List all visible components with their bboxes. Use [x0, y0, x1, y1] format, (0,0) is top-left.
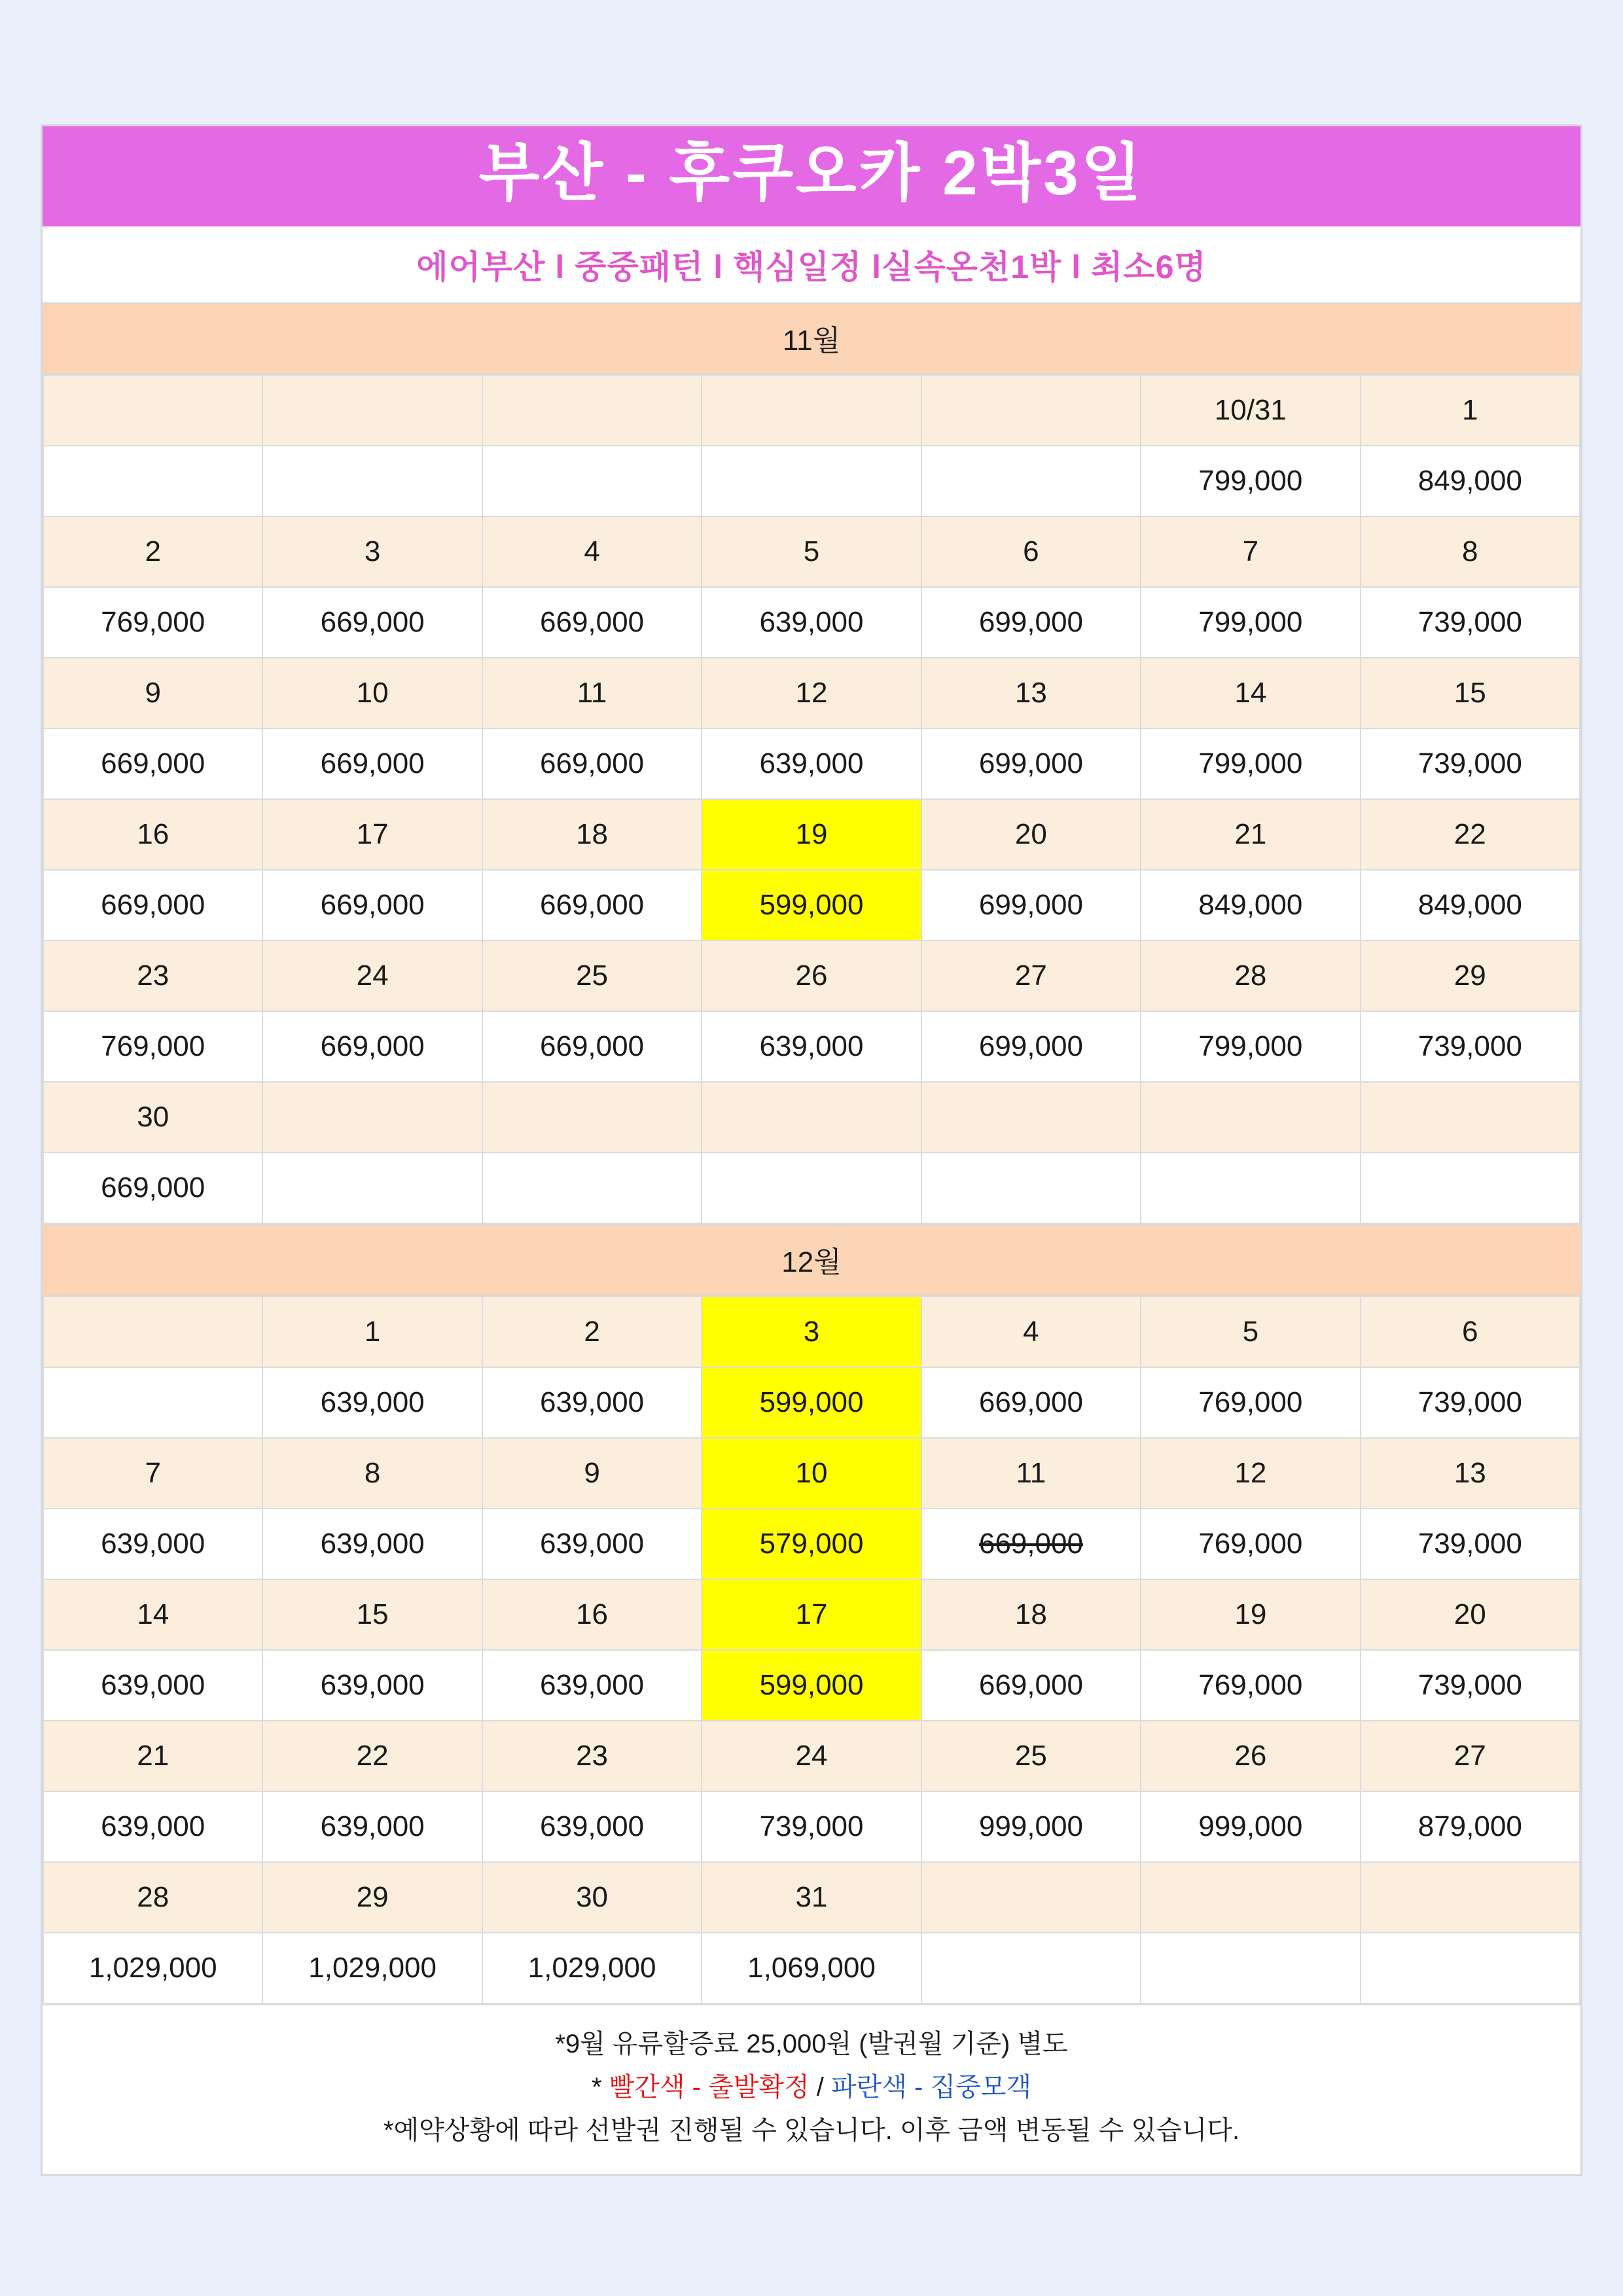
calendar-day-cell: 5: [702, 516, 921, 587]
calendar-day-cell: 3: [702, 1297, 921, 1367]
calendar-day-cell: 20: [1361, 1579, 1580, 1650]
calendar-day-cell: 17: [702, 1579, 921, 1650]
calendar-price-cell: 739,000: [702, 1791, 921, 1862]
calendar-price-cell: 669,000: [921, 1367, 1141, 1438]
calendar-price-cell: 669,000: [43, 728, 262, 799]
calendar-price-cell: 879,000: [1361, 1791, 1580, 1862]
calendar-price-cell: 579,000: [702, 1509, 921, 1579]
december-table: [43, 1296, 1580, 2004]
calendar-day-cell: 26: [702, 941, 921, 1011]
calendar-day-cell: [1361, 1862, 1580, 1933]
calendar-price-cell: 699,000: [921, 587, 1141, 658]
calendar-day-row: [43, 1297, 1580, 1367]
calendar-day-cell: 10/31: [1141, 375, 1360, 446]
calendar-december: [43, 1224, 1580, 2004]
note-2-red: 빨간색 - 출발확정: [609, 2072, 810, 2102]
calendar-price-cell: 799,000: [1141, 446, 1360, 516]
calendar-day-cell: [921, 1082, 1141, 1153]
note-line-1: *9월 유류할증료 25,000원 (발권월 기준) 별도: [555, 2029, 1068, 2058]
calendar-price-row: [43, 870, 1580, 941]
calendar-day-cell: 28: [1141, 941, 1360, 1011]
subtitle: 에어부산 l 중중패턴 l 핵심일정 l실속온천1박 l 최소6명: [43, 226, 1580, 302]
page-title: 부산 - 후쿠오카 2박3일: [43, 126, 1580, 226]
calendar-price-cell: [702, 446, 921, 516]
calendar-price-cell: 849,000: [1141, 870, 1360, 941]
calendar-price-cell: 669,000: [921, 1650, 1141, 1721]
calendar-price-cell: 669,000: [262, 728, 482, 799]
calendar-day-cell: 21: [1141, 799, 1360, 870]
calendar-price-cell: 639,000: [702, 728, 921, 799]
calendar-price-cell: 669,000: [262, 1011, 482, 1082]
calendar-price-cell: [921, 1933, 1141, 2003]
calendar-price-cell: 769,000: [1141, 1367, 1360, 1438]
note-line-2: [43, 2066, 1580, 2109]
calendar-price-cell: [262, 446, 482, 516]
calendar-price-cell: 739,000: [1361, 1367, 1580, 1438]
calendar-price-cell: 639,000: [702, 1011, 921, 1082]
calendar-price-row: [43, 1509, 1580, 1579]
calendar-day-cell: 2: [482, 1297, 702, 1367]
calendar-day-cell: 8: [262, 1438, 482, 1509]
calendar-day-cell: 22: [1361, 799, 1580, 870]
calendar-day-cell: 1: [262, 1297, 482, 1367]
calendar-day-cell: 14: [1141, 658, 1360, 728]
calendar-price-cell: 739,000: [1361, 1650, 1580, 1721]
calendar-day-cell: [1361, 1082, 1580, 1153]
calendar-day-cell: 15: [262, 1579, 482, 1650]
calendar-day-cell: [921, 1862, 1141, 1933]
calendar-day-cell: 6: [921, 516, 1141, 587]
calendar-day-cell: 21: [43, 1721, 262, 1791]
note-2-blue: 파란색 - 집중모객: [831, 2072, 1032, 2102]
calendar-price-cell: 739,000: [1361, 1509, 1580, 1579]
calendar-price-cell: 639,000: [482, 1650, 702, 1721]
calendar-price-cell: 1,029,000: [262, 1933, 482, 2003]
calendar-day-cell: 19: [1141, 1579, 1360, 1650]
calendar-day-row: [43, 1721, 1580, 1791]
calendar-price-row: [43, 1650, 1580, 1721]
calendar-day-cell: 28: [43, 1862, 262, 1933]
note-2-prefix: *: [591, 2072, 609, 2102]
calendar-day-cell: 6: [1361, 1297, 1580, 1367]
calendar-day-cell: 29: [1361, 941, 1580, 1011]
calendar-day-cell: [702, 375, 921, 446]
calendar-price-cell: [921, 1153, 1141, 1223]
calendar-price-cell: 669,000: [482, 728, 702, 799]
calendar-day-cell: [482, 375, 702, 446]
calendar-day-cell: 23: [43, 941, 262, 1011]
calendar-price-cell: 669,000: [482, 870, 702, 941]
calendar-price-cell: [482, 1153, 702, 1223]
calendar-price-row: [43, 1367, 1580, 1438]
calendar-price-cell: 1,029,000: [482, 1933, 702, 2003]
calendar-price-cell: 769,000: [43, 1011, 262, 1082]
calendar-price-row: [43, 587, 1580, 658]
calendar-day-cell: 30: [43, 1082, 262, 1153]
calendar-price-cell: [262, 1153, 482, 1223]
calendar-day-row: [43, 516, 1580, 587]
calendar-price-cell: 849,000: [1361, 870, 1580, 941]
month-label-november: 11월: [43, 302, 1580, 374]
calendar-day-row: [43, 375, 1580, 446]
calendar-november: [43, 302, 1580, 1224]
calendar-day-cell: 11: [921, 1438, 1141, 1509]
calendar-price-cell: [1361, 1153, 1580, 1223]
calendar-day-cell: [43, 375, 262, 446]
calendar-price-cell: 739,000: [1361, 587, 1580, 658]
calendar-price-row: [43, 446, 1580, 516]
calendar-price-cell: [43, 446, 262, 516]
calendar-price-row: [43, 1933, 1580, 2003]
calendar-price-row: [43, 1791, 1580, 1862]
calendar-day-cell: 25: [482, 941, 702, 1011]
calendar-day-cell: 1: [1361, 375, 1580, 446]
calendar-price-cell: 669,000: [262, 587, 482, 658]
calendar-price-row: [43, 728, 1580, 799]
month-label-december: 12월: [43, 1224, 1580, 1296]
calendar-day-cell: 23: [482, 1721, 702, 1791]
calendar-day-cell: 5: [1141, 1297, 1360, 1367]
calendar-day-cell: 15: [1361, 658, 1580, 728]
calendar-day-row: [43, 1438, 1580, 1509]
calendar-day-cell: 30: [482, 1862, 702, 1933]
calendar-day-cell: 8: [1361, 516, 1580, 587]
calendar-day-cell: [1141, 1862, 1360, 1933]
calendar-day-cell: 12: [1141, 1438, 1360, 1509]
calendar-day-row: [43, 799, 1580, 870]
notes-section: [43, 2004, 1580, 2174]
calendar-price-cell: [43, 1367, 262, 1438]
calendar-price-cell: [1141, 1153, 1360, 1223]
calendar-day-cell: 9: [482, 1438, 702, 1509]
calendar-price-cell: 739,000: [1361, 1011, 1580, 1082]
calendar-day-cell: [482, 1082, 702, 1153]
note-line-3: *예약상황에 따라 선발권 진행될 수 있습니다. 이후 금액 변동될 수 있습니다.: [383, 2115, 1240, 2145]
calendar-price-cell: [1141, 1933, 1360, 2003]
calendar-price-cell: 639,000: [262, 1791, 482, 1862]
calendar-price-cell: 639,000: [43, 1509, 262, 1579]
calendar-day-cell: 12: [702, 658, 921, 728]
calendar-day-cell: 26: [1141, 1721, 1360, 1791]
calendar-price-cell: 769,000: [43, 587, 262, 658]
calendar-day-cell: [43, 1297, 262, 1367]
calendar-day-cell: 27: [921, 941, 1141, 1011]
calendar-day-cell: 10: [702, 1438, 921, 1509]
calendar-day-cell: 7: [1141, 516, 1360, 587]
calendar-day-cell: 4: [482, 516, 702, 587]
calendar-day-cell: [702, 1082, 921, 1153]
calendar-price-cell: 669,000: [482, 1011, 702, 1082]
calendar-day-cell: 24: [702, 1721, 921, 1791]
calendar-day-cell: 20: [921, 799, 1141, 870]
calendar-price-cell: 599,000: [702, 1367, 921, 1438]
calendar-price-cell: 699,000: [921, 870, 1141, 941]
calendar-day-cell: 11: [482, 658, 702, 728]
calendar-day-row: [43, 1862, 1580, 1933]
flyer-sheet: [41, 124, 1582, 2176]
calendar-day-cell: 14: [43, 1579, 262, 1650]
calendar-day-cell: 17: [262, 799, 482, 870]
calendar-price-cell: 639,000: [702, 587, 921, 658]
calendar-day-cell: 2: [43, 516, 262, 587]
calendar-price-cell: 639,000: [482, 1509, 702, 1579]
calendar-price-cell: 769,000: [1141, 1650, 1360, 1721]
calendar-price-cell: 639,000: [482, 1367, 702, 1438]
calendar-price-cell: 849,000: [1361, 446, 1580, 516]
calendar-day-cell: 27: [1361, 1721, 1580, 1791]
calendar-price-cell: 999,000: [921, 1791, 1141, 1862]
calendar-day-cell: 22: [262, 1721, 482, 1791]
calendar-day-cell: 18: [482, 799, 702, 870]
note-2-mid: /: [809, 2072, 832, 2102]
calendar-day-cell: 31: [702, 1862, 921, 1933]
calendar-day-row: [43, 941, 1580, 1011]
calendar-price-cell: 739,000: [1361, 728, 1580, 799]
calendar-price-cell: [1361, 1933, 1580, 2003]
calendar-day-row: [43, 1579, 1580, 1650]
calendar-day-cell: 13: [1361, 1438, 1580, 1509]
calendar-price-cell: 639,000: [43, 1791, 262, 1862]
calendar-price-cell: 799,000: [1141, 728, 1360, 799]
calendar-price-cell: 699,000: [921, 728, 1141, 799]
november-table: [43, 374, 1580, 1224]
calendar-day-cell: 16: [43, 799, 262, 870]
calendar-price-cell: [702, 1153, 921, 1223]
calendar-day-cell: 7: [43, 1438, 262, 1509]
calendar-price-cell: 799,000: [1141, 1011, 1360, 1082]
calendar-price-cell: 639,000: [262, 1509, 482, 1579]
calendar-price-cell: 699,000: [921, 1011, 1141, 1082]
calendar-price-row: [43, 1011, 1580, 1082]
calendar-day-cell: 9: [43, 658, 262, 728]
calendar-day-cell: 13: [921, 658, 1141, 728]
calendar-day-cell: [262, 1082, 482, 1153]
calendar-day-cell: 10: [262, 658, 482, 728]
calendar-day-cell: [262, 375, 482, 446]
calendar-price-cell: 1,069,000: [702, 1933, 921, 2003]
calendar-price-cell: [482, 446, 702, 516]
calendar-day-cell: 19: [702, 799, 921, 870]
calendar-price-cell: 769,000: [1141, 1509, 1360, 1579]
calendar-price-cell: 669,000: [921, 1509, 1141, 1579]
calendar-price-cell: 639,000: [262, 1650, 482, 1721]
calendar-day-cell: 16: [482, 1579, 702, 1650]
calendar-price-cell: 1,029,000: [43, 1933, 262, 2003]
calendar-day-row: [43, 658, 1580, 728]
calendar-day-cell: [921, 375, 1141, 446]
calendar-price-cell: 639,000: [262, 1367, 482, 1438]
calendar-price-cell: 669,000: [262, 870, 482, 941]
calendar-day-row: [43, 1082, 1580, 1153]
calendar-price-cell: 669,000: [43, 870, 262, 941]
calendar-price-cell: 999,000: [1141, 1791, 1360, 1862]
calendar-day-cell: [1141, 1082, 1360, 1153]
calendar-price-cell: 599,000: [702, 870, 921, 941]
calendar-day-cell: 25: [921, 1721, 1141, 1791]
calendar-day-cell: 3: [262, 516, 482, 587]
calendar-price-cell: 599,000: [702, 1650, 921, 1721]
calendar-day-cell: 18: [921, 1579, 1141, 1650]
calendar-price-cell: 799,000: [1141, 587, 1360, 658]
calendar-price-cell: 639,000: [482, 1791, 702, 1862]
calendar-price-row: [43, 1153, 1580, 1223]
calendar-price-cell: [921, 446, 1141, 516]
calendar-price-cell: 639,000: [43, 1650, 262, 1721]
calendar-day-cell: 24: [262, 941, 482, 1011]
calendar-day-cell: 4: [921, 1297, 1141, 1367]
calendar-price-cell: 669,000: [482, 587, 702, 658]
calendar-day-cell: 29: [262, 1862, 482, 1933]
calendar-price-cell: 669,000: [43, 1153, 262, 1223]
